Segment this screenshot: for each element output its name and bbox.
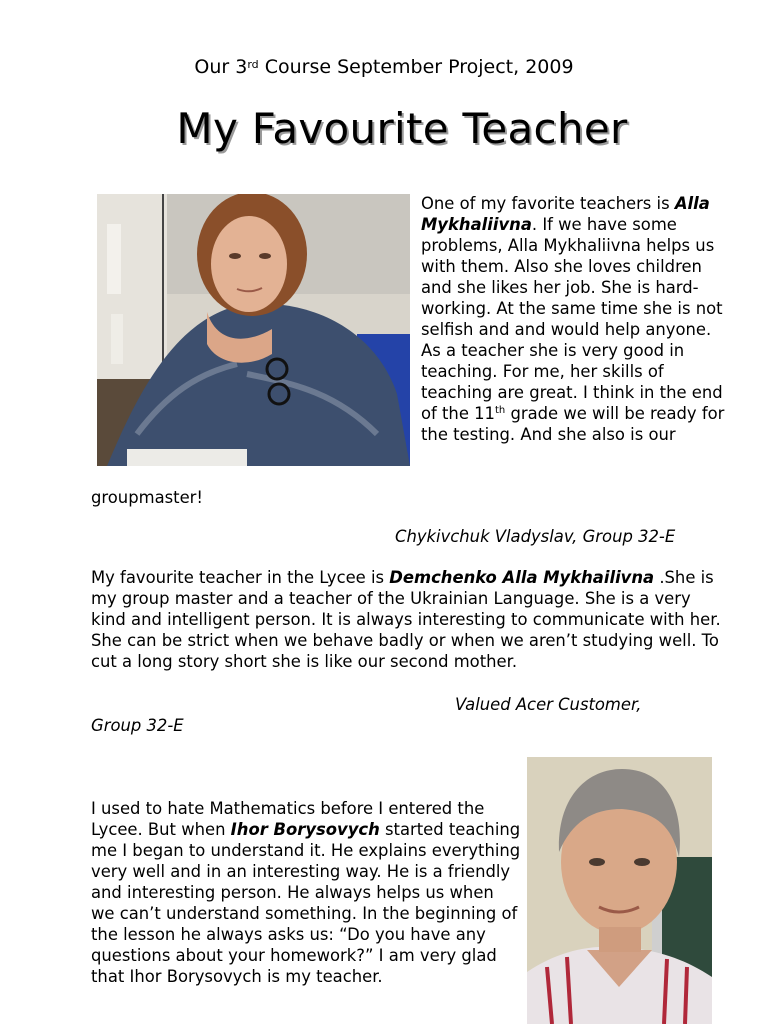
signature-line2: Group 32-E xyxy=(91,716,184,735)
signature-vladyslav: Chykivchuk Vladyslav, Group 32-E xyxy=(395,527,676,546)
paragraph-ihor-borysovych: I used to hate Mathematics before I entered the Lycee. But when Ihor Borysovych started teaching me I began to understand it. He explains everything very well and in an interesting way. He is a friendly and interesting person. He always helps us when we can’t understand something. In the beginning of the lesson he always asks us: “Do you have any questions about your homework?” I am very glad that Ihor Borysovych is my teacher. xyxy=(91,799,521,986)
paragraph-alla-mykhaliivna: One of my favorite teachers is Alla Mykhaliivna. If we have some problems, Alla Mykhaliivna helps us with them. Also she loves children and she likes her job. She is hard-working. At the same time she is not selfish and and would help anyone. As a teacher she is very good in teaching. For me, her skills of teaching are great. I think in the end of the 11th grade we will be ready for the testing. And she also is our xyxy=(421,194,725,444)
signature-line1: Valued Acer Customer, xyxy=(455,695,642,714)
teacher-name: Ihor Borysovych xyxy=(230,820,380,839)
page-title: My Favourite Teacher xyxy=(176,104,628,153)
paragraph-demchenko: My favourite teacher in the Lycee is Demchenko Alla Mykhailivna .She is my group master and a teacher of the Ukrainian Language. She is a very kind and intelligent person. It is always interesting to communicate with her. She can be strict when we behave badly or when we aren’t studying well. To cut a long story short she is like our second mother. xyxy=(91,568,721,671)
teacher-name: Demchenko Alla Mykhailivna xyxy=(389,568,655,587)
teacher-photo-man xyxy=(527,757,712,1024)
project-subtitle: Our 3rd Course September Project, 2009 xyxy=(194,56,574,78)
paragraph-tail: groupmaster! xyxy=(91,488,203,507)
teacher-name: Alla Mykhaliivna xyxy=(421,194,710,234)
teacher-photo-woman xyxy=(97,194,410,466)
